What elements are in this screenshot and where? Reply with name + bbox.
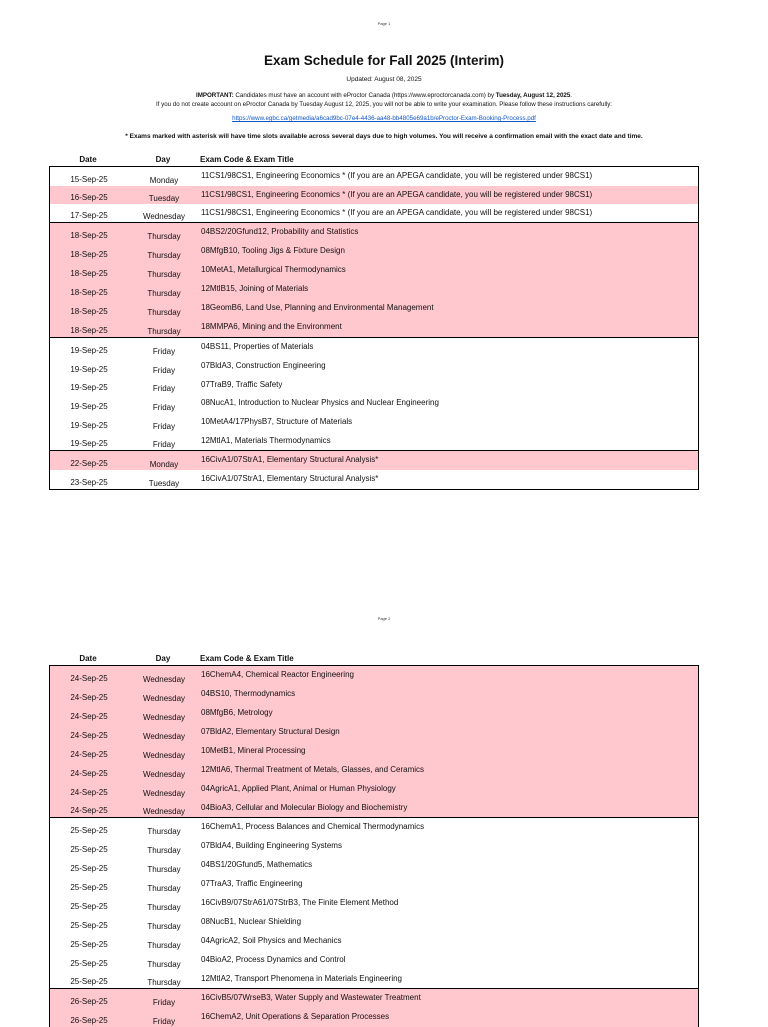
row-date: 25-Sep-25 (70, 845, 108, 854)
row-exam-title: 16ChemA2, Unit Operations & Separation Processes (201, 1012, 390, 1021)
row-exam-title: 16CivA1/07StrA1, Elementary Structural Analysis* (201, 474, 379, 483)
table-row (50, 357, 698, 376)
header-day: Day (155, 155, 171, 164)
row-exam-title: 12MtlA6, Thermal Treatment of Metals, Glasses, and Ceramics (201, 765, 425, 774)
header-date: Date (79, 155, 97, 164)
table-row (50, 394, 698, 413)
important-date: Tuesday, August 12, 2025 (495, 92, 571, 99)
row-exam-title: 04BS11, Properties of Materials (201, 342, 314, 351)
row-date: 18-Sep-25 (70, 250, 108, 259)
table-row (50, 261, 698, 280)
row-day: Friday (152, 347, 176, 356)
row-date: 19-Sep-25 (70, 402, 108, 411)
important-notice (0, 92, 768, 99)
table-row (50, 413, 698, 432)
row-exam-title: 04BS10, Thermodynamics (201, 689, 296, 698)
row-day: Thursday (147, 922, 181, 931)
row-exam-title: 16CivB9/07StrA61/07StrB3, The Finite Element Method (201, 898, 399, 907)
row-day: Friday (152, 384, 176, 393)
row-day: Thursday (147, 846, 181, 855)
row-exam-title: 08NucA1, Introduction to Nuclear Physics and Nuclear Engineering (201, 398, 439, 407)
row-exam-title: 04AgricA1, Applied Plant, Animal or Human Physiology (201, 784, 396, 793)
booking-process-link[interactable]: https://www.egbc.ca/getmedia/a6cad9bc-07e4-4436-aa48-bb4805e69a1b/eProctor-Exam-Booking-Process.pdf (232, 115, 536, 122)
table-row (50, 167, 698, 186)
row-exam-title: 16CivA1/07StrA1, Elementary Structural Analysis* (201, 455, 379, 464)
table-row (50, 337, 698, 357)
row-day: Tuesday (148, 194, 180, 203)
table-row (50, 799, 698, 817)
table-row (50, 1008, 698, 1027)
row-day: Wednesday (142, 789, 186, 798)
important-label: IMPORTANT: (195, 92, 234, 99)
exam-table-page-2 (49, 665, 699, 1027)
row-day: Thursday (147, 827, 181, 836)
table-row (50, 894, 698, 913)
row-day: Wednesday (142, 770, 186, 779)
row-day: Friday (152, 1017, 176, 1026)
table-row (50, 318, 698, 337)
row-date: 24-Sep-25 (70, 788, 108, 797)
row-exam-title: 18MMPA6, Mining and the Environment (201, 322, 342, 331)
row-date: 24-Sep-25 (70, 806, 108, 815)
table-row (50, 837, 698, 856)
table-row (50, 723, 698, 742)
row-date: 16-Sep-25 (70, 193, 108, 202)
page-title: Exam Schedule for Fall 2025 (Interim) (263, 53, 505, 68)
row-date: 19-Sep-25 (70, 439, 108, 448)
row-day: Friday (152, 422, 176, 431)
table-row (50, 932, 698, 951)
table-row (50, 780, 698, 799)
row-exam-title: 07TraB9, Traffic Safety (201, 380, 283, 389)
row-day: Wednesday (142, 751, 186, 760)
row-exam-title: 07BldA4, Building Engineering Systems (201, 841, 342, 850)
header-date: Date (79, 654, 97, 663)
table-row (50, 242, 698, 261)
row-day: Friday (152, 403, 176, 412)
table-row (50, 875, 698, 894)
row-day: Thursday (147, 289, 181, 298)
table-row (50, 951, 698, 970)
row-day: Thursday (147, 270, 181, 279)
row-exam-title: 08MfgB10, Tooling Jigs & Fixture Design (201, 246, 345, 255)
table-row (50, 704, 698, 723)
table-row (50, 204, 698, 222)
row-day: Thursday (147, 978, 181, 987)
row-date: 25-Sep-25 (70, 959, 108, 968)
row-date: 25-Sep-25 (70, 940, 108, 949)
row-exam-title: 07TraA3, Traffic Engineering (201, 879, 303, 888)
row-date: 24-Sep-25 (70, 769, 108, 778)
row-date: 24-Sep-25 (70, 731, 108, 740)
table-row (50, 186, 698, 204)
row-day: Wednesday (142, 212, 186, 221)
table-row (50, 761, 698, 780)
row-date: 25-Sep-25 (70, 883, 108, 892)
row-date: 18-Sep-25 (70, 288, 108, 297)
row-day: Wednesday (142, 732, 186, 741)
row-date: 25-Sep-25 (70, 902, 108, 911)
row-day: Wednesday (142, 807, 186, 816)
row-date: 18-Sep-25 (70, 269, 108, 278)
row-date: 15-Sep-25 (70, 175, 108, 184)
table-row (50, 470, 698, 489)
row-day: Friday (152, 366, 176, 375)
row-date: 24-Sep-25 (70, 674, 108, 683)
row-date: 19-Sep-25 (70, 383, 108, 392)
row-exam-title: 10MetB1, Mineral Processing (201, 746, 306, 755)
row-date: 24-Sep-25 (70, 693, 108, 702)
row-date: 18-Sep-25 (70, 307, 108, 316)
table-row (50, 666, 698, 685)
instructions-notice: If you do not create account on eProctor Canada by Tuesday August 12, 2025, you will not be able to write your examination. Please follow these instructions carefully: (155, 101, 613, 108)
row-day: Thursday (147, 327, 181, 336)
row-day: Thursday (147, 251, 181, 260)
row-date: 18-Sep-25 (70, 231, 108, 240)
row-exam-title: 04AgricA2, Soil Physics and Mechanics (201, 936, 342, 945)
table-row (50, 970, 698, 988)
row-exam-title: 12MtlB15, Joining of Materials (201, 284, 309, 293)
row-exam-title: 08MfgB6, Metrology (201, 708, 273, 717)
table-row (50, 988, 698, 1008)
row-day: Friday (152, 440, 176, 449)
row-day: Friday (152, 998, 176, 1007)
row-date: 19-Sep-25 (70, 421, 108, 430)
row-date: 17-Sep-25 (70, 211, 108, 220)
row-exam-title: 11CS1/98CS1, Engineering Economics * (If you are an APEGA candidate, you will be registered under 98CS1) (201, 190, 593, 199)
table-row (50, 299, 698, 318)
row-day: Thursday (147, 903, 181, 912)
header-exam-title: Exam Code & Exam Title (200, 155, 294, 164)
header-exam-title: Exam Code & Exam Title (200, 654, 294, 663)
row-day: Thursday (147, 865, 181, 874)
table-row (50, 856, 698, 875)
row-date: 25-Sep-25 (70, 977, 108, 986)
asterisk-note: * Exams marked with asterisk will have time slots available across several days due to high volumes. You will receive a confirmation email with the exact date and time. (125, 133, 643, 140)
exam-table-page-1 (49, 166, 699, 490)
row-exam-title: 16CivB5/07WrseB3, Water Supply and Wastewater Treatment (201, 993, 421, 1002)
row-day: Thursday (147, 884, 181, 893)
row-date: 26-Sep-25 (70, 1016, 108, 1025)
row-date: 25-Sep-25 (70, 921, 108, 930)
row-date: 23-Sep-25 (70, 478, 108, 487)
row-date: 26-Sep-25 (70, 997, 108, 1006)
row-day: Wednesday (142, 675, 186, 684)
row-exam-title: 07BldA3, Construction Engineering (201, 361, 326, 370)
row-exam-title: 07BldA2, Elementary Structural Design (201, 727, 340, 736)
row-day: Monday (149, 460, 179, 469)
row-exam-title: 10MetA1, Metallurgical Thermodynamics (201, 265, 346, 274)
row-exam-title: 08NucB1, Nuclear Shielding (201, 917, 302, 926)
row-date: 24-Sep-25 (70, 712, 108, 721)
row-day: Thursday (147, 308, 181, 317)
important-end: . (570, 92, 573, 99)
row-day: Thursday (147, 232, 181, 241)
row-day: Thursday (147, 941, 181, 950)
row-exam-title: 04BioA3, Cellular and Molecular Biology and Biochemistry (201, 803, 408, 812)
table-row (50, 280, 698, 299)
row-date: 24-Sep-25 (70, 750, 108, 759)
row-date: 19-Sep-25 (70, 346, 108, 355)
table-row (50, 742, 698, 761)
row-date: 22-Sep-25 (70, 459, 108, 468)
row-exam-title: 16ChemA1, Process Balances and Chemical Thermodynamics (201, 822, 425, 831)
row-day: Tuesday (148, 479, 180, 488)
row-day: Thursday (147, 960, 181, 969)
table-row (50, 222, 698, 242)
row-exam-title: 12MtlA1, Materials Thermodynamics (201, 436, 331, 445)
row-exam-title: 18GeomB6, Land Use, Planning and Environmental Management (201, 303, 434, 312)
row-day: Wednesday (142, 713, 186, 722)
row-exam-title: 04BS1/20Gfund5, Mathematics (201, 860, 313, 869)
header-day: Day (155, 654, 171, 663)
row-exam-title: 04BioA2, Process Dynamics and Control (201, 955, 346, 964)
row-exam-title: 04BS2/20Gfund12, Probability and Statistics (201, 227, 359, 236)
page-number: Page 1 (377, 21, 391, 26)
row-exam-title: 11CS1/98CS1, Engineering Economics * (If you are an APEGA candidate, you will be registered under 98CS1) (201, 208, 593, 217)
page-number: Page 2 (377, 616, 391, 621)
row-day: Monday (149, 176, 179, 185)
table-row (50, 432, 698, 450)
table-row (50, 450, 698, 470)
row-date: 25-Sep-25 (70, 864, 108, 873)
updated-date: Updated: August 08, 2025 (346, 76, 422, 83)
row-exam-title: 11CS1/98CS1, Engineering Economics * (If you are an APEGA candidate, you will be registered under 98CS1) (201, 171, 593, 180)
important-text: Candidates must have an account with eProctor Canada (https://www.eproctorcanada.com) by (233, 92, 496, 99)
table-row (50, 817, 698, 837)
table-row (50, 913, 698, 932)
row-date: 18-Sep-25 (70, 326, 108, 335)
row-date: 25-Sep-25 (70, 826, 108, 835)
table-row (50, 685, 698, 704)
row-exam-title: 16ChemA4, Chemical Reactor Engineering (201, 670, 354, 679)
row-day: Wednesday (142, 694, 186, 703)
row-exam-title: 12MtlA2, Transport Phenomena in Materials Engineering (201, 974, 402, 983)
table-row (50, 376, 698, 394)
row-exam-title: 10MetA4/17PhysB7, Structure of Materials (201, 417, 353, 426)
row-date: 19-Sep-25 (70, 365, 108, 374)
